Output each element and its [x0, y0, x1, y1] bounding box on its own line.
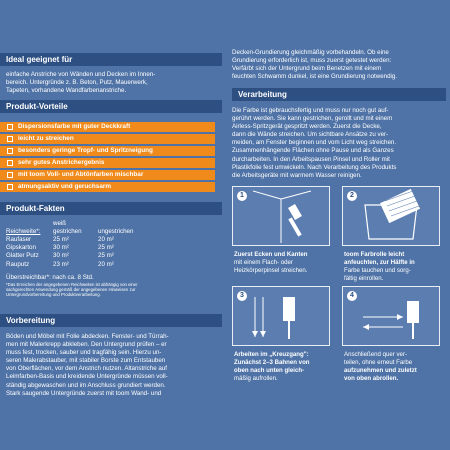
- section-heading-advantages: Produkt-Vorteile: [0, 100, 222, 113]
- step-1-caption: Zuerst Ecken und Kanten mit einem Flach- oder Heizkörperpinsel streichen.: [234, 251, 308, 274]
- step-number: 1: [237, 191, 247, 201]
- step-number: 3: [237, 291, 247, 301]
- facts-table-container: [6, 220, 148, 297]
- facts-table: [6, 220, 148, 269]
- footnote: *Das Erreichen der angegebenen Reichweiten ist abhängig von einer sachgerechten Anwendung gemäß der angegebenen Hinweisen zur Untergrundvorbereitung und Produktverarbeitung.: [6, 281, 138, 297]
- section-heading-preparation: Vorbereitung: [0, 314, 222, 327]
- paint-bucket-roller-icon: [343, 187, 439, 245]
- advantage-item: atmungsaktiv und geruchsarm: [0, 182, 215, 192]
- roller-vertical-icon: [233, 287, 329, 345]
- step-number: 2: [347, 191, 357, 201]
- checkbox-icon: [7, 172, 13, 178]
- checkbox-icon: [7, 160, 13, 166]
- step-2-illustration: [342, 186, 440, 246]
- step-1-illustration: [232, 186, 330, 246]
- primer-text: Decken-Grundierung gleichmäßig vorbehandeln. Ob eine Grundierung erforderlich ist, muss zuerst getestet werden: Verfärbt sich der Untergrund beim Benetzen mit einem feuchten Schwamm dunkel, ist eine Grundierung notwendig.: [232, 49, 398, 81]
- checkbox-icon: [7, 124, 13, 130]
- section-heading-ideal: Ideal geeignet für: [0, 53, 222, 66]
- overcoat-time: Überstreichbar*: nach ca. 8 Std.: [6, 273, 94, 281]
- preparation-text: Böden und Möbel mit Folie abdecken. Fenster- und Türrah- men mit Malerkrepp abkleben. Den Untergrund prüfen – er muss fest, trocken, sauber und tragfähig sein. Hierzu un- seren Malerabstauber, mit stabiler Borste zum Entstauben von Oberflächen, vor dem Anstrich nutzen. Altanstriche auf Leimfarben-Basis und kreidende Untergründe müssen voll- ständig abgewaschen und im Anschluss grundiert werden. Stark saugende Untergründe zuerst mit toom Wand- und: [6, 333, 169, 397]
- ideal-text: einfache Anstriche von Wänden und Decken im Innen- bereich. Untergründe z. B. Beton, Putz, Mauerwerk, Tapeten, vorhandene Wandfarbenanstriche.: [6, 71, 156, 95]
- advantage-item: besonders geringe Tropf- und Spritzneigung: [0, 146, 215, 156]
- advantage-item: sehr gutes Anstrichergebnis: [0, 158, 215, 168]
- advantage-item: Dispersionsfarbe mit guter Deckkraft: [0, 122, 215, 132]
- step-3-caption: Arbeiten im „Kreuzgang": Zunächst 2–3 Bahnen von oben nach unten gleich- mäßig aufrollen.: [234, 351, 310, 382]
- table-row: Gipskarton 30 m² 25 m²: [6, 244, 114, 252]
- advantage-item: leicht zu streichen: [0, 134, 215, 144]
- advantage-item: mit toom Voll- und Abtönfarben mischbar: [0, 170, 215, 180]
- section-heading-processing: Verarbeitung: [232, 88, 446, 101]
- roller-horizontal-icon: [343, 287, 439, 345]
- checkbox-icon: [7, 136, 13, 142]
- step-2-caption: toom Farbrolle leicht anfeuchten, zur Hälfte in Farbe tauchen und sorg- fältig einrollen.: [344, 251, 415, 282]
- table-row: Rauputz 23 m² 20 m²: [6, 260, 114, 268]
- step-4-illustration: [342, 286, 440, 346]
- checkbox-icon: [7, 184, 13, 190]
- processing-text: Die Farbe ist gebrauchsfertig und muss nur noch gut auf- gerührt werden. Sie kann gestrichen, gerollt und mit einem Airless-Spritzgerät gespritzt werden. Zuerst die Decke, dann die Wände streichen. Um sichtbare Ansätze zu ver- meiden, am Fenster beginnen und vom Licht weg streichen. Zusammenhängende Flächen ohne Pause und als Ganzes durcharbeiten. In den Arbeitspausen Pinsel und Roller mit Plastikfolie fest umwickeln. Nach Verarbeitung des Produkts die Arbeitsgeräte mit warmem Wasser reinigen.: [232, 107, 397, 179]
- table-row: Glatter Putz 30 m² 25 m²: [6, 252, 114, 260]
- checkbox-icon: [7, 148, 13, 154]
- step-number: 4: [347, 291, 357, 301]
- step-3-illustration: [232, 286, 330, 346]
- step-4-caption: Anschließend quer ver- teilen, ohne erneut Farbe aufzunehmen und zuletzt von oben abrollen.: [344, 351, 417, 382]
- section-heading-facts: Produkt-Fakten: [0, 202, 222, 215]
- table-row: Raufaser 25 m² 20 m²: [6, 236, 114, 243]
- table-header-row: Reichweite*: weiß gestrichen ungestrichen: [6, 220, 134, 235]
- corner-brush-icon: [233, 187, 329, 245]
